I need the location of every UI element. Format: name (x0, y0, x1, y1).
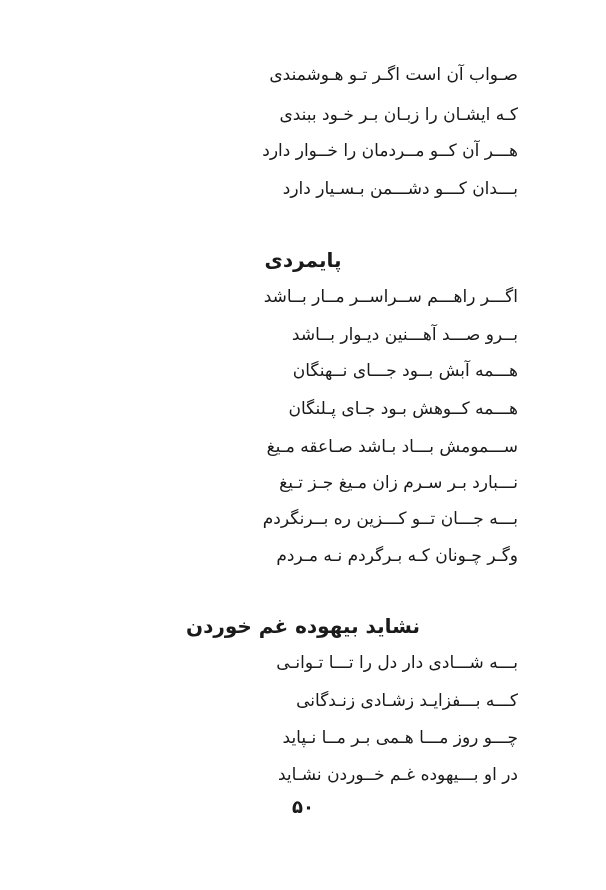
poem1-line-2: کـه ایشـان را زبـان بـر خـود ببندی (279, 105, 518, 125)
poem3-title: نشاید بیهوده غم خوردن (186, 614, 420, 638)
poem2-line-3: هـــمه آبش بــود جـــای نــهنگان (292, 361, 518, 381)
poem2-line-2: بــرو صـــد آهـــنین دیـوار بــاشد (291, 325, 518, 345)
poem3-line-4: در او بـــیهوده غـم خــوردن نشـاید (277, 765, 518, 785)
poem3-line-1: بـــه شـــادی دار دل را تـــا تـوانـی (276, 653, 518, 673)
poem2-title: پایمردی (264, 248, 342, 272)
poem1-line-4: بـــدان کـــو دشـــمن بـسـیار دارد (282, 179, 518, 199)
poem2-line-1: اگـــر راهـــم ســراســر مــار بــاشد (263, 287, 518, 307)
page-number: ۵۰ (292, 797, 314, 818)
poem2-line-6: نـــبارد بـر سـرم زان مـیغ جـز تـیغ (279, 473, 518, 493)
poem1-line-1: صـواب آن است اگـر تـو هـوشمندی (269, 65, 518, 85)
poem2-line-4: هـــمه کــوهش بـود جـای پـلنگان (288, 399, 518, 419)
poem3-line-3: چـــو روز مـــا هـمی بـر مــا نـپاید (282, 728, 518, 748)
poem2-line-8: وگـر چـونان کـه بـرگردم نـه مـردم (276, 546, 518, 566)
poem3-line-2: کـــه بـــفزایـد زشـادی زنـدگانی (296, 691, 518, 711)
poem1-line-3: هـــر آن کــو مــردمان را خــوار دارد (262, 141, 518, 161)
poem2-line-5: ســـمومش بـــاد بـاشد صـاعقه مـیغ (266, 437, 518, 457)
poem2-line-7: بـــه جـــان تــو کـــزین ره بــرنگردم (262, 509, 518, 529)
